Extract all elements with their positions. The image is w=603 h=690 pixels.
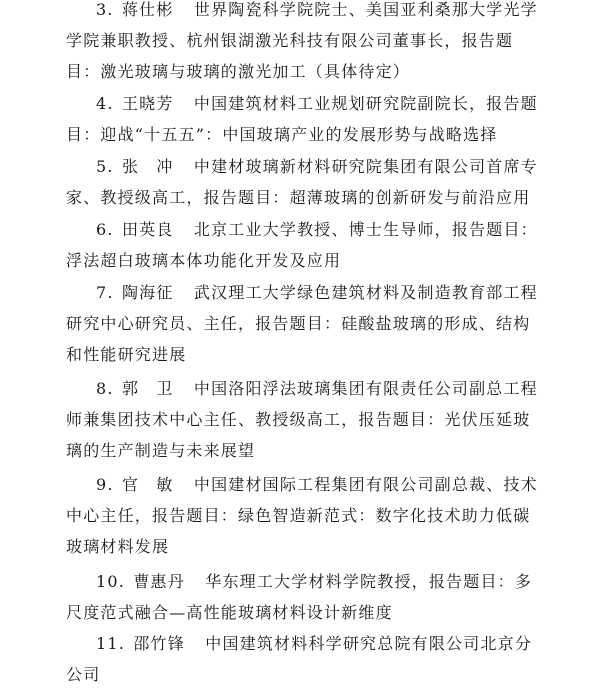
entry-number: 10. <box>96 572 126 591</box>
speaker-description: 中国建筑材料工业规划研究院副院长，报告题目：迎战“十五五”：中国玻璃产业的发展形势与战略选择 <box>66 94 538 144</box>
speaker-description: 中国建材国际工程集团有限公司副总裁、技术中心主任，报告题目：绿色智造新范式：数字化技术助力低碳玻璃材料发展 <box>66 475 538 556</box>
speaker-name: 张 冲 <box>121 157 174 176</box>
speaker-description: 北京工业大学教授、博士生导师，报告题目：浮法超白玻璃本体功能化开发及应用 <box>66 220 538 270</box>
speaker-entry-11 <box>66 628 544 690</box>
speaker-name: 田英良 <box>121 220 174 239</box>
entry-number: 6. <box>96 220 114 239</box>
speaker-description: 中建材玻璃新材料研究院集团有限公司首席专家、教授级高工，报告题目：超薄玻璃的创新研发与前沿应用 <box>66 157 538 207</box>
speaker-entry-3 <box>66 0 544 87</box>
entry-number: 9. <box>96 475 114 494</box>
speaker-name: 郭 卫 <box>121 379 174 398</box>
speaker-entry-4 <box>66 88 544 150</box>
entry-number: 5. <box>96 157 114 176</box>
entry-number: 4. <box>96 94 114 113</box>
speaker-name: 邵竹锋 <box>133 634 185 653</box>
speaker-description: 中国洛阳浮法玻璃集团有限责任公司副总工程师兼集团技术中心主任、教授级高工，报告题目：光伏压延玻璃的生产制造与未来展望 <box>66 379 538 460</box>
entry-number: 7. <box>96 283 114 302</box>
speaker-entry-6 <box>66 214 544 276</box>
speaker-entry-5 <box>66 151 544 213</box>
speaker-name: 蒋仕彬 <box>121 0 174 19</box>
speaker-name: 王晓芳 <box>121 94 174 113</box>
speaker-entry-8 <box>66 373 544 466</box>
speaker-name: 陶海征 <box>121 283 174 302</box>
entry-number: 11. <box>96 634 126 653</box>
speaker-description: 华东理工大学材料学院教授，报告题目：多尺度范式融合—高性能玻璃材料设计新维度 <box>66 572 533 622</box>
speaker-entry-7 <box>66 277 544 370</box>
speaker-description: 武汉理工大学绿色建筑材料及制造教育部工程研究中心研究员、主任，报告题目：硅酸盐玻璃的形成、结构和性能研究进展 <box>66 283 538 364</box>
entry-number: 8. <box>96 379 114 398</box>
entry-number: 3. <box>96 0 114 19</box>
speaker-entry-9 <box>66 469 544 562</box>
speaker-entry-10 <box>66 566 544 628</box>
speaker-name: 官 敏 <box>121 475 174 494</box>
speaker-description: 中国建筑材料科学研究总院有限公司北京分公司 <box>66 634 533 684</box>
speaker-description: 世界陶瓷科学院院士、美国亚利桑那大学光学学院兼职教授、杭州银湖激光科技有限公司董事长，报告题目：激光玻璃与玻璃的激光加工（具体待定） <box>66 0 538 81</box>
speaker-name: 曹惠丹 <box>133 572 185 591</box>
